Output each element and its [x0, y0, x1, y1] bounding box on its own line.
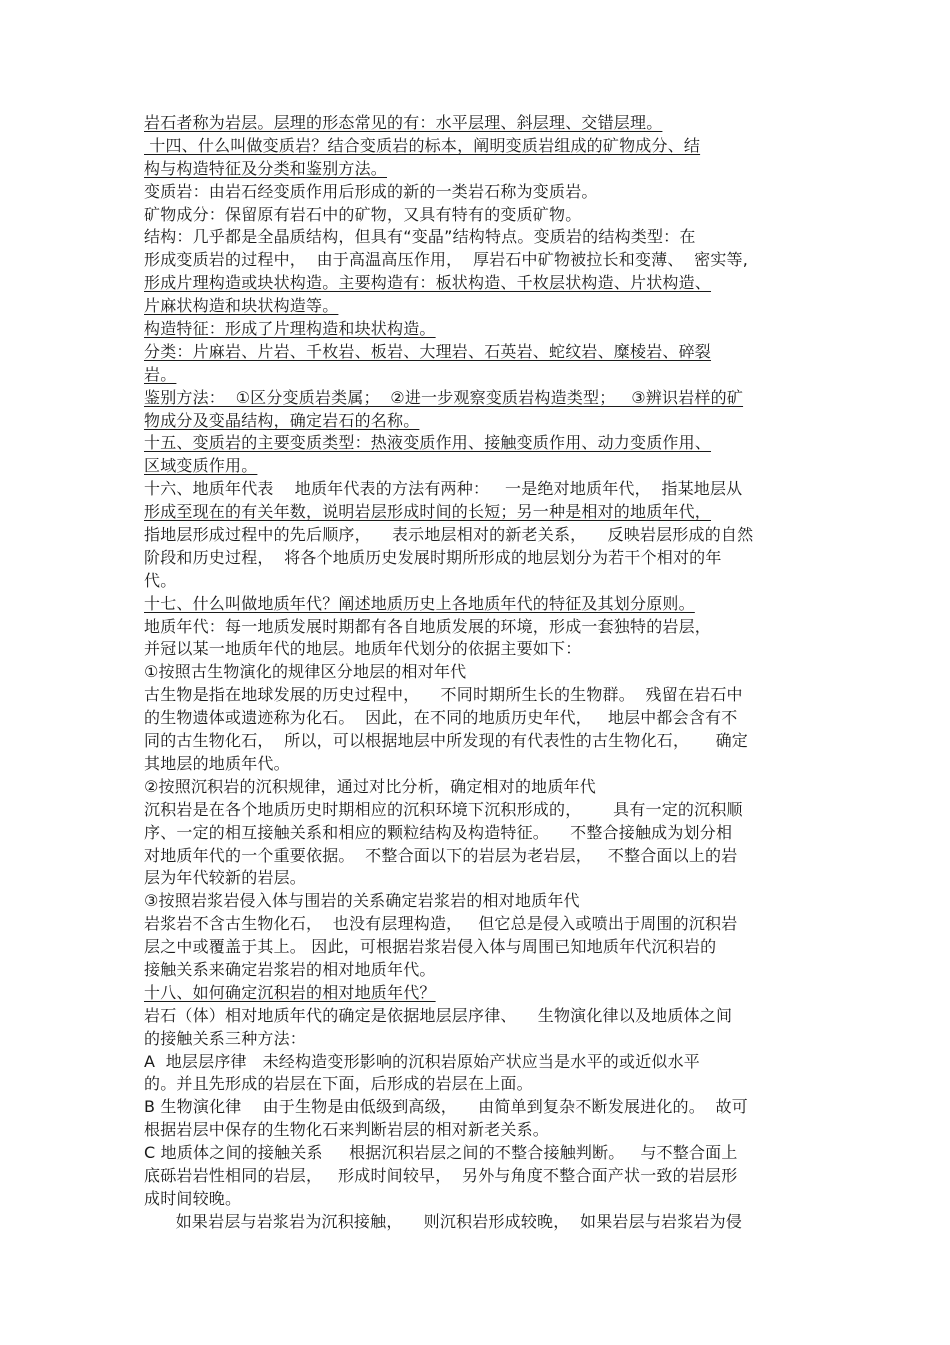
- text-line: 结构：几乎都是全晶质结构，但具有“变晶”结构特点。变质岩的结构类型：在: [144, 227, 696, 247]
- text-line: 鉴别方法： ①区分变质岩类属； ②进一步观察变质岩构造类型； ③辨识岩样的矿: [144, 387, 744, 407]
- text-line: 岩浆岩不含古生物化石， 也没有层理构造， 但它总是侵入或喷出于周围的沉积岩: [144, 914, 738, 934]
- text-line: 代。: [144, 570, 177, 590]
- text-line: 层之中或覆盖于其上。 因此，可根据岩浆岩侵入体与周围已知地质年代沉积岩的: [144, 937, 717, 957]
- text-line: 沉积岩是在各个地质历史时期相应的沉积环境下沉积形成的， 具有一定的沉积顺: [144, 799, 743, 819]
- text-line: 其地层的地质年代。: [144, 753, 290, 773]
- text-line: 层为年代较新的岩层。: [144, 868, 307, 888]
- text-line: 构造特征：形成了片理构造和块状构造。: [144, 319, 436, 339]
- text-line: 指地层形成过程中的先后顺序， 表示地层相对的新老关系， 反映岩层形成的自然: [144, 525, 754, 545]
- text-line: 并冠以某一地质年代的地层。地质年代划分的依据主要如下：: [144, 639, 582, 659]
- text-line: 构与构造特征及分类和鉴别方法。: [144, 158, 388, 178]
- text-line: 区域变质作用。: [144, 456, 258, 476]
- text-line: 形成至现在的有关年数，说明岩层形成时间的长短；另一种是相对的地质年代，: [144, 502, 712, 522]
- text-line: B 生物演化律 由于生物是由低级到高级， 由简单到复杂不断发展进化的。 故可: [144, 1097, 748, 1117]
- text-line: 对地质年代的一个重要依据。 不整合面以下的岩层为老岩层， 不整合面以上的岩: [144, 845, 738, 865]
- text-line: 十五、变质岩的主要变质类型：热液变质作用、接触变质作用、动力变质作用、: [144, 433, 712, 453]
- text-line: 岩石者称为岩层。层理的形态常见的有：水平层理、斜层理、交错层理。: [144, 113, 663, 132]
- text-line: 同的古生物化石， 所以，可以根据地层中所发现的有代表性的古生物化石， 确定: [144, 731, 749, 751]
- text-line: 岩。: [144, 364, 177, 384]
- text-line: 矿物成分：保留原有岩石中的矿物，又具有特有的变质矿物。: [144, 204, 582, 224]
- text-line: 片麻状构造和块状构造等。: [144, 296, 339, 316]
- text-line: 的接触关系三种方法：: [144, 1028, 307, 1048]
- text-line: 的。并且先形成的岩层在下面，后形成的岩层在上面。: [144, 1074, 533, 1094]
- text-line: 十八、如何确定沉积岩的相对地质年代？: [144, 982, 436, 1002]
- text-line: 古生物是指在地球发展的历史过程中， 不同时期所生长的生物群。 残留在岩石中: [144, 685, 743, 705]
- text-line: 地质年代：每一地质发展时期都有各自地质发展的环境，形成一套独特的岩层，: [144, 616, 712, 636]
- text-line: A 地层层序律 未经构造变形影响的沉积岩原始产状应当是水平的或近似水平: [144, 1051, 700, 1071]
- text-line: 变质岩：由岩石经变质作用后形成的新的一类岩石称为变质岩。: [144, 181, 598, 201]
- text-line: 十七、什么叫做地质年代？阐述地质历史上各地质年代的特征及其划分原则。: [144, 593, 695, 613]
- text-line: 底砾岩岩性相同的岩层， 形成时间较早， 另外与角度不整合面产状一致的岩层形: [144, 1165, 738, 1185]
- text-line: 根据岩层中保存的生物化石来判断岩层的相对新老关系。: [144, 1120, 550, 1140]
- text-line: 序、一定的相互接触关系和相应的颗粒结构及构造特征。 不整合接触成为划分相: [144, 822, 733, 842]
- text-line: 形成变质岩的过程中， 由于高温高压作用， 厚岩石中矿物被拉长和变薄、 密实等,: [144, 250, 749, 270]
- text-line: 物成分及变晶结构，确定岩石的名称。: [144, 410, 420, 430]
- text-line: C 地质体之间的接触关系 根据沉积岩层之间的不整合接触判断。 与不整合面上: [144, 1143, 738, 1163]
- text-line: 十六、地质年代表 地质年代表的方法有两种： 一是绝对地质年代， 指某地层从: [144, 479, 743, 499]
- text-line: 阶段和历史过程， 将各个地质历史发展时期所形成的地层划分为若干个相对的年: [144, 547, 722, 567]
- text-line: ①按照古生物演化的规律区分地层的相对年代: [144, 662, 467, 682]
- text-line: 形成片理构造或块状构造。主要构造有：板状构造、千枚层状构造、片状构造、: [144, 273, 712, 293]
- text-line: 成时间较晚。: [144, 1188, 242, 1208]
- text-line: ②按照沉积岩的沉积规律，通过对比分析，确定相对的地质年代: [144, 776, 596, 796]
- text-line: 如果岩层与岩浆岩为沉积接触， 则沉积岩形成较晚， 如果岩层与岩浆岩为侵: [144, 1211, 743, 1231]
- text-line: 岩石（体）相对地质年代的确定是依据地层层序律、 生物演化律以及地质体之间: [144, 1005, 733, 1025]
- text-line: ③按照岩浆岩侵入体与围岩的关系确定岩浆岩的相对地质年代: [144, 891, 580, 911]
- text-line: 十四、什么叫做变质岩？结合变质岩的标本，阐明变质岩组成的矿物成分、结: [144, 135, 701, 155]
- text-line: 的生物遗体或遗迹称为化石。 因此，在不同的地质历史年代， 地层中都会含有不: [144, 708, 738, 728]
- text-line: 接触关系来确定岩浆岩的相对地质年代。: [144, 959, 436, 979]
- document-page: [0, 112, 950, 1234]
- text-line: 分类：片麻岩、片岩、千枚岩、板岩、大理岩、石英岩、蛇纹岩、糜棱岩、碎裂: [144, 341, 712, 361]
